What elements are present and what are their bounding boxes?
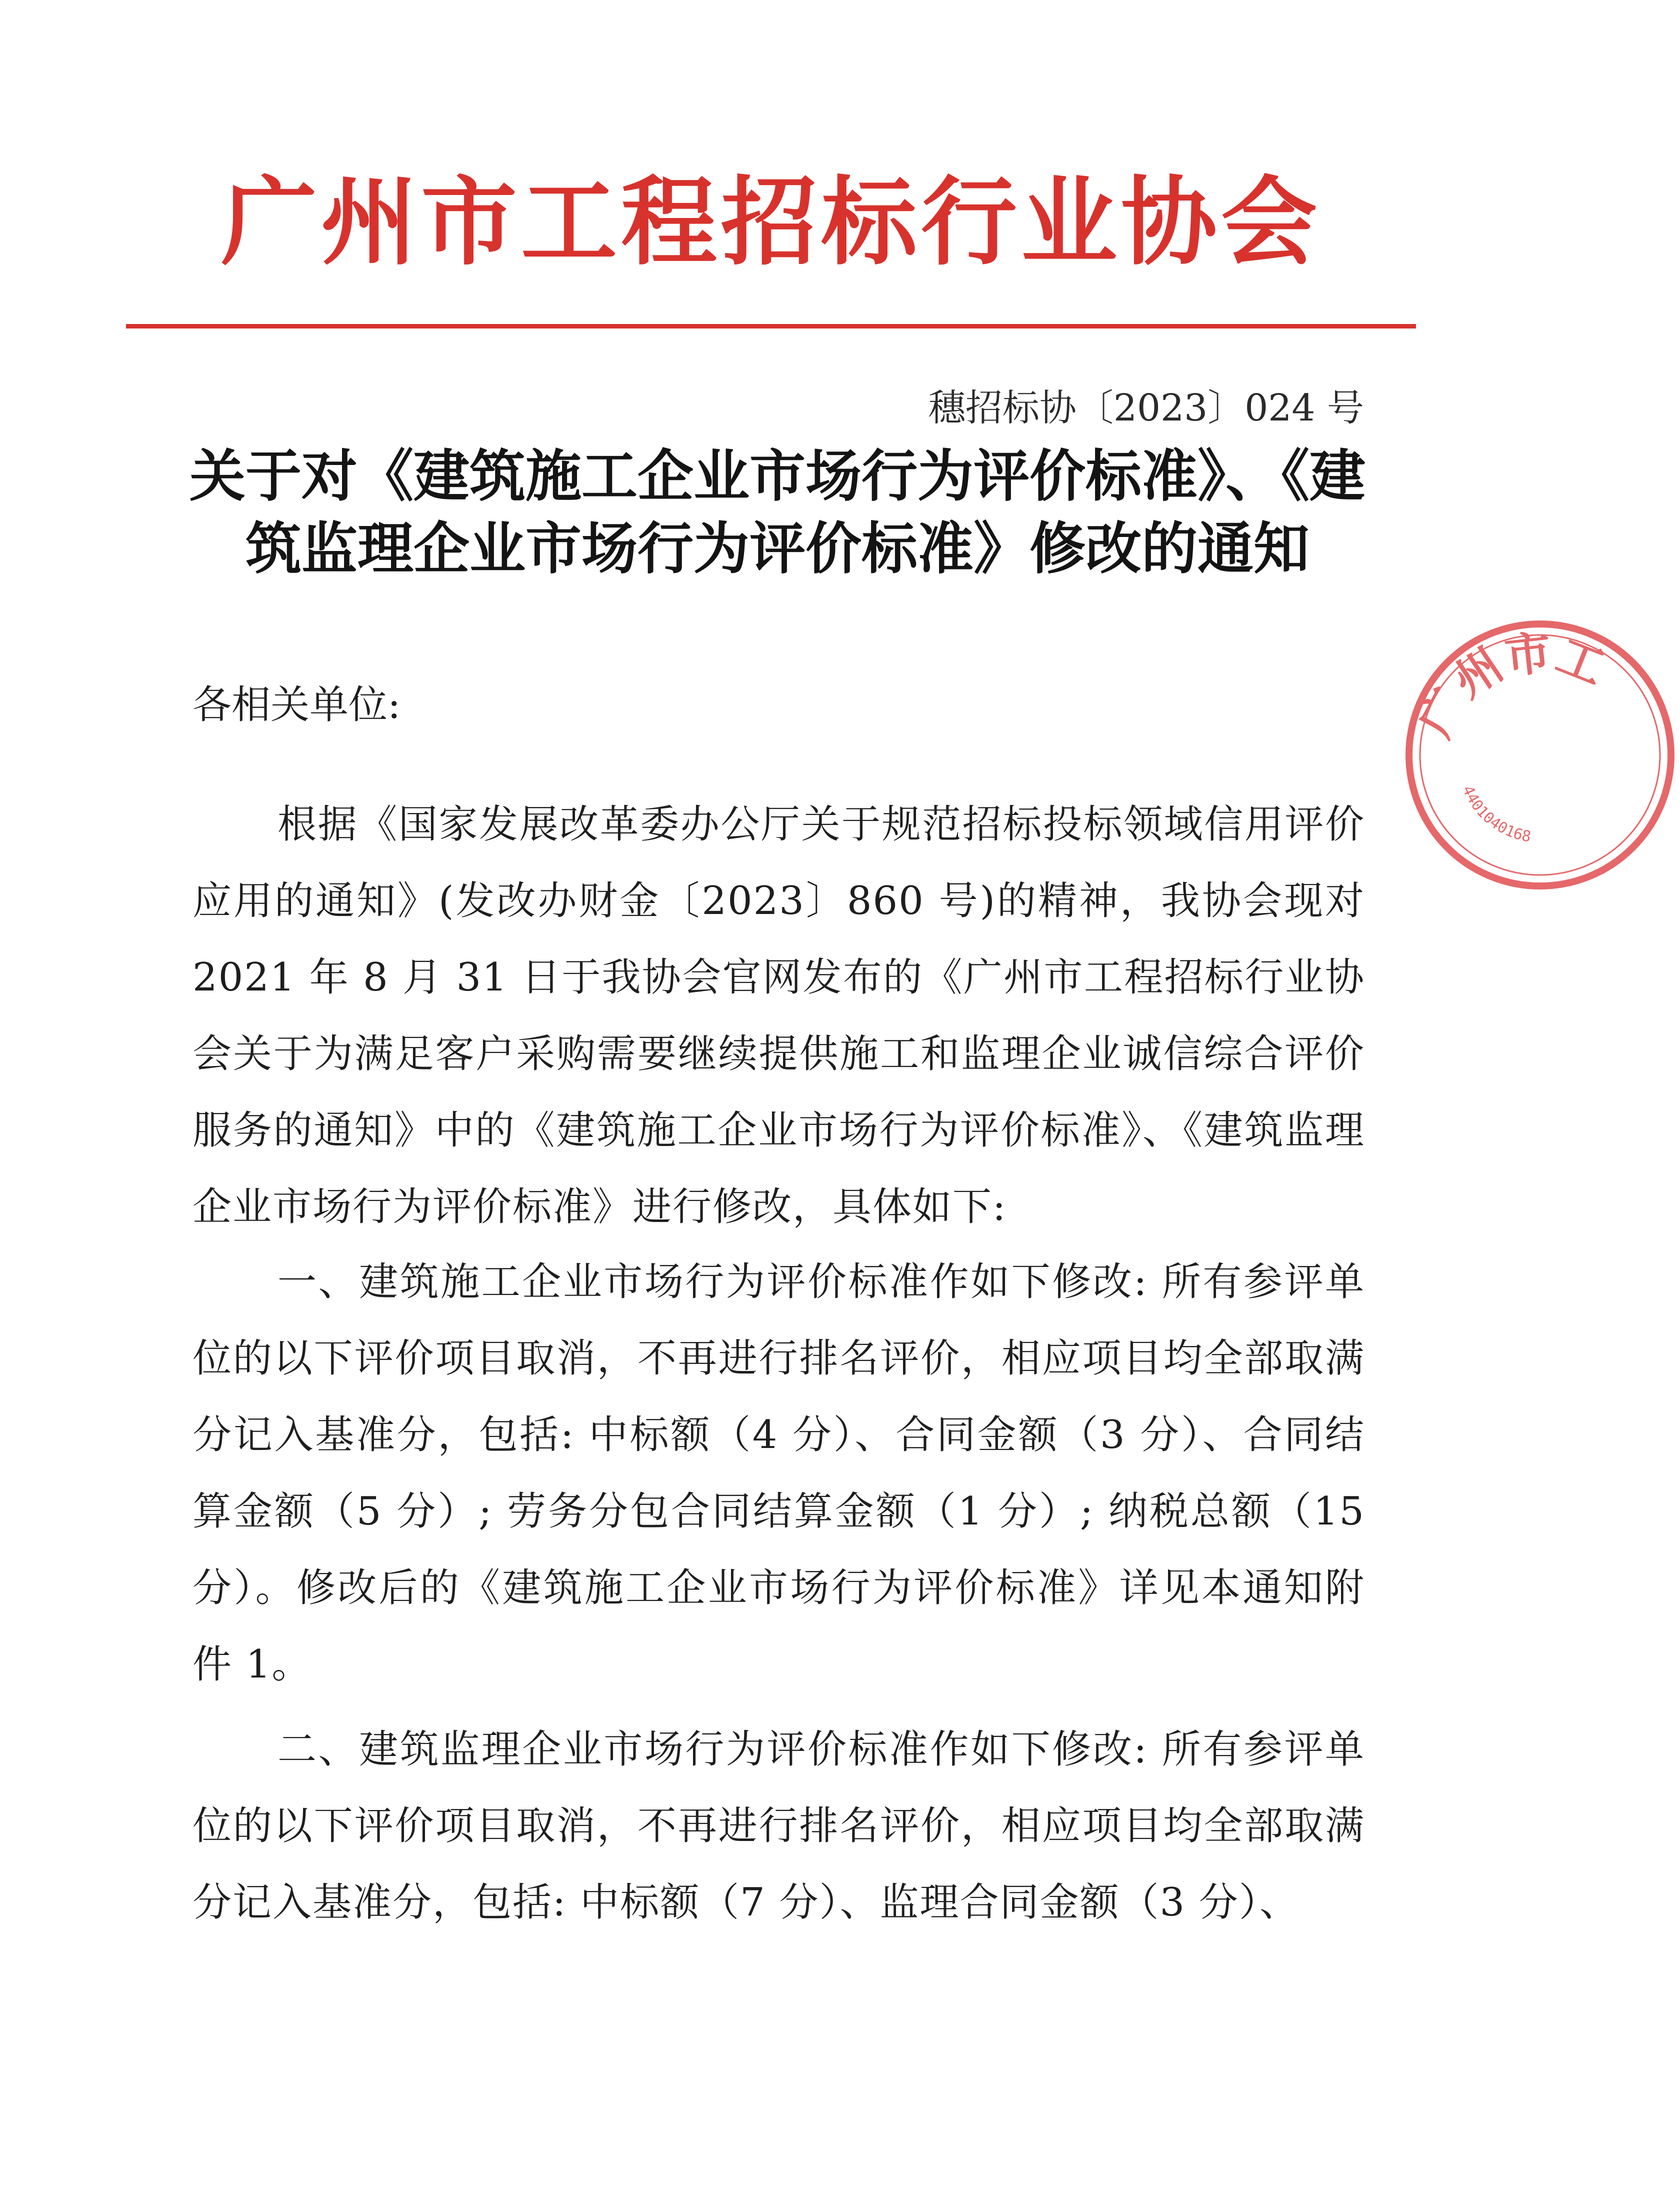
organization-header: 广州市工程招标行业协会: [221, 166, 1321, 278]
paragraph-intro: 根据《国家发展改革委办公厅关于规范招标投标领域信用评价应用的通知》(发改办财金〔2023〕860 号)的精神，我协会现对 2021 年 8 月 31 日于我协会官网发布的《广州市工程招标行业协会关于为满足客户采购需要继续提供施工和监理企业诚信综合评价服务的通知》中的《建筑施工企业市场行为评价标准》、《建筑监理企业市场行为评价标准》进行修改，具体如下:: [192, 802, 1365, 1230]
svg-text:广州市工: [1408, 626, 1612, 746]
seal-text: 广州市工: [1408, 625, 1612, 746]
document-title: 关于对《建筑施工企业市场行为评价标准》、《建筑监理企业市场行为评价标准》修改的通知: [190, 444, 1366, 582]
official-seal-icon: [1400, 615, 1680, 895]
paragraph-item-1: 一、建筑施工企业市场行为评价标准作如下修改: 所有参评单位的以下评价项目取消，不再进行排名评价，相应项目均全部取满分记入基准分，包括: 中标额（4 分）、合同金额（3 分）、合同结算金额（5 分）; 劳务分包合同结算金额（1 分）; 纳税总额（15 分）。修改后的《建筑施工企业市场行为评价标准》详见本通知附件 1。: [192, 1260, 1365, 1687]
svg-text:4401040168: [1459, 783, 1532, 846]
salutation: 各相关单位:: [192, 682, 401, 728]
paragraph-item-2: 二、建筑监理企业市场行为评价标准作如下修改: 所有参评单位的以下评价项目取消，不再进行排名评价，相应项目均全部取满分记入基准分，包括: 中标额（7 分）、监理合同金额（3 分）、: [192, 1727, 1365, 1925]
header-divider: [126, 324, 1416, 328]
seal-serial: 4401040168: [1458, 783, 1532, 846]
document-number: 穗招标协〔2023〕024 号: [928, 386, 1364, 430]
